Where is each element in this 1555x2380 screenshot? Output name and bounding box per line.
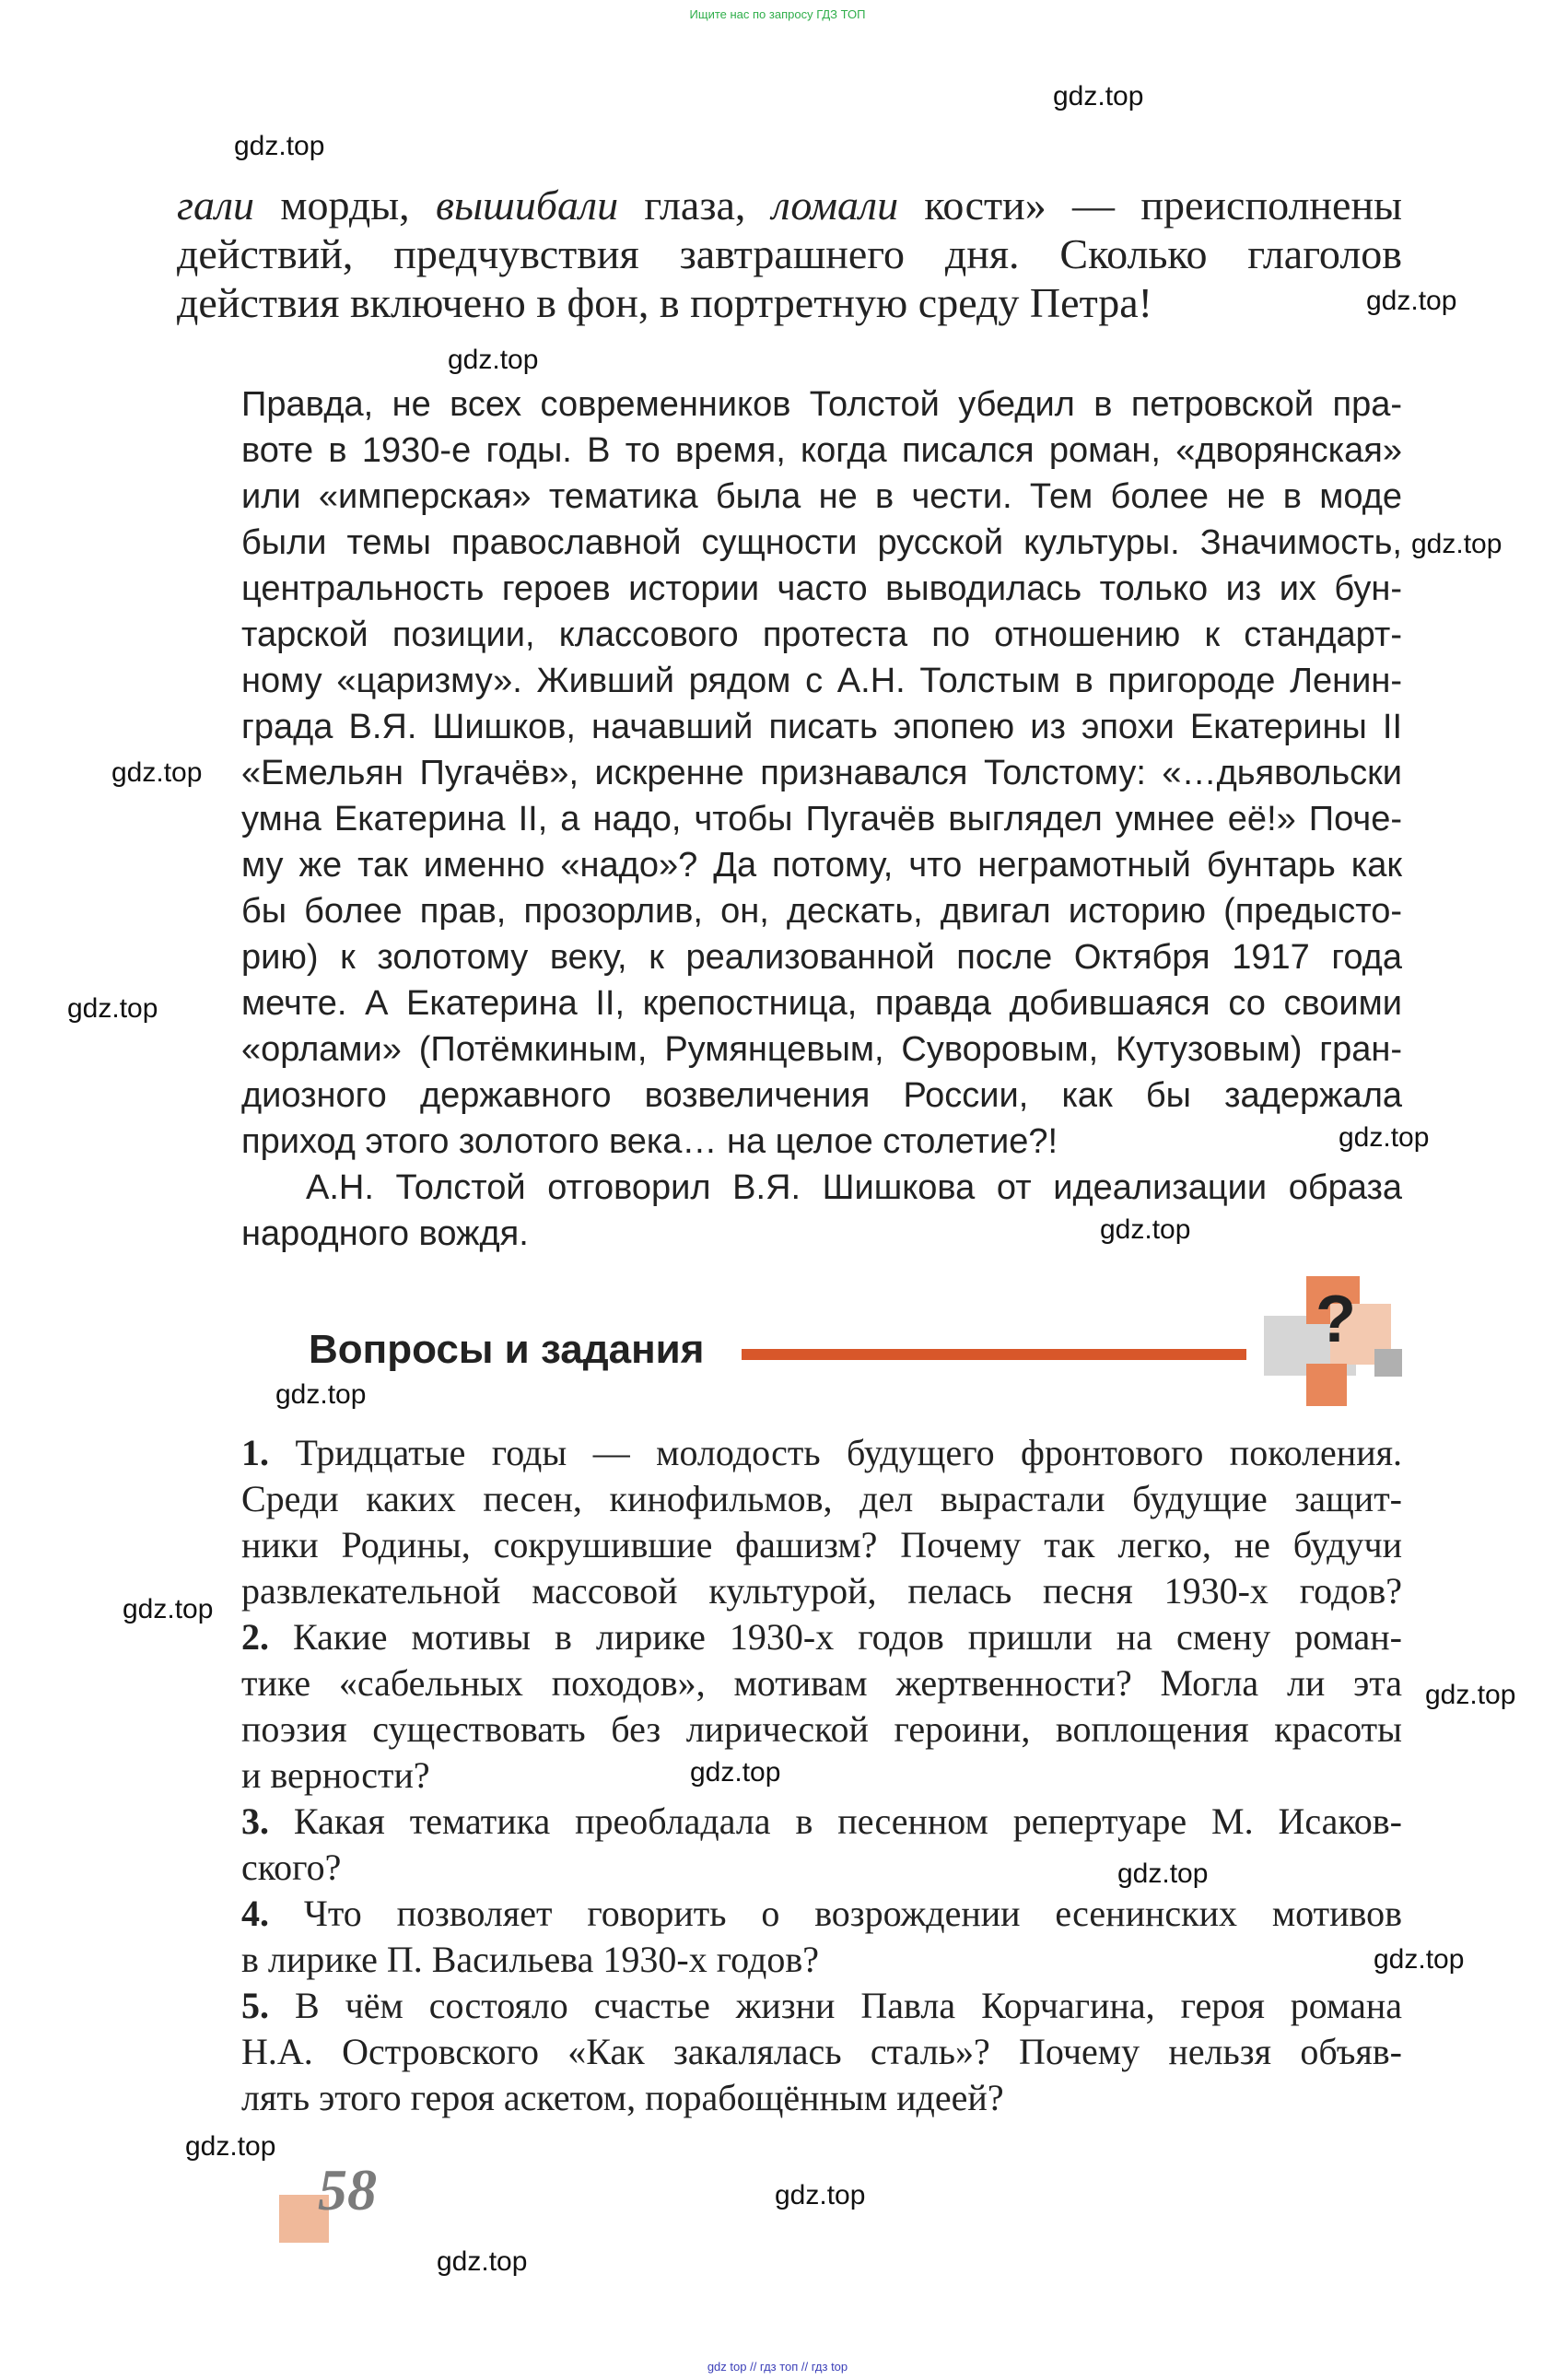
page-number: 58 bbox=[318, 2157, 377, 2222]
essay-line: мечте. А Екатерина II, крепостница, правда добившаяся со своими bbox=[241, 984, 1402, 1023]
essay-line: «орлами» (Потёмкиным, Румянцевым, Суворовым, Кутузовым) гран- bbox=[241, 1030, 1402, 1069]
question-line: тике «сабельных походов», мотивам жертвенности? Могла ли эта bbox=[241, 1662, 1402, 1704]
essay-line: или «имперская» тематика была не в чести. Тем более не в моде bbox=[241, 477, 1402, 516]
watermark: gdz.top bbox=[1117, 1858, 1209, 1889]
watermark: gdz.top bbox=[111, 757, 203, 788]
question-line: ского? bbox=[241, 1847, 342, 1888]
question-line: поэзия существовать без лирической героини, воплощения красоты bbox=[241, 1708, 1402, 1750]
text-segment: глаза, bbox=[618, 182, 772, 229]
question-line: развлекательной массовой культурой, пелась песня 1930-х годов? bbox=[241, 1570, 1402, 1612]
question-line bbox=[241, 1983, 1402, 2029]
question-number: 3. bbox=[241, 1800, 269, 1842]
intro-line: действия включено в фон, в портретную среду Петра! bbox=[177, 279, 1152, 326]
section-title: Вопросы и задания bbox=[309, 1327, 705, 1372]
question-line: ники Родины, сокрушившие фашизм? Почему так легко, не будучи bbox=[241, 1524, 1402, 1565]
question-mark-icon: ? bbox=[1315, 1283, 1356, 1356]
question-text: Что позволяет говорить о возрождении есенинских мотивов bbox=[269, 1893, 1402, 1934]
top-banner: Ищите нас по запросу ГДЗ ТОП bbox=[689, 7, 866, 21]
watermark: gdz.top bbox=[1366, 286, 1457, 316]
essay-line: воте в 1930-е годы. В то время, когда писался роман, «дворянская» bbox=[241, 431, 1402, 470]
watermark: gdz.top bbox=[1053, 81, 1144, 111]
question-line bbox=[241, 1430, 1402, 1476]
essay-line: бы более прав, прозорлив, он, дескать, двигал историю (предысто- bbox=[241, 892, 1402, 931]
watermark: gdz.top bbox=[185, 2131, 276, 2162]
question-number: 4. bbox=[241, 1893, 269, 1934]
question-text: Какая тематика преобладала в песенном репертуаре М. Исаков- bbox=[269, 1800, 1402, 1842]
icon-orange-square bbox=[1306, 1364, 1347, 1406]
italic-word: ломали bbox=[771, 182, 899, 229]
question-number: 5. bbox=[241, 1985, 269, 2026]
watermark: gdz.top bbox=[234, 131, 325, 161]
question-number: 1. bbox=[241, 1432, 269, 1473]
essay-line: центральность героев истории часто выводилась только из их бун- bbox=[241, 569, 1402, 608]
essay-line: диозного державного возвеличения России, как бы задержала bbox=[241, 1076, 1402, 1115]
intro-line bbox=[177, 181, 1402, 229]
essay-block bbox=[241, 381, 1402, 1257]
question-line: Н.А. Островского «Как закалялась сталь»? Почему нельзя объяв- bbox=[241, 2031, 1402, 2072]
bottom-banner: gdz top // гдз топ // гдз top bbox=[707, 2360, 848, 2374]
essay-line: «Емельян Пугачёв», искренне признавался Толстому: «…дьявольски bbox=[241, 754, 1402, 792]
section-title-bar bbox=[742, 1349, 1246, 1360]
text-segment: кости» — преисполнены bbox=[898, 182, 1402, 229]
essay-line: Правда, не всех современников Толстой убедил в петровской пра- bbox=[241, 385, 1402, 424]
essay-line: приход этого золотого века… на целое столетие?! bbox=[241, 1122, 1058, 1161]
question-line bbox=[241, 1614, 1402, 1660]
icon-gray-square bbox=[1374, 1349, 1402, 1377]
watermark: gdz.top bbox=[67, 993, 158, 1024]
essay-line: тарской позиции, классового протеста по отношению к стандарт- bbox=[241, 616, 1402, 654]
watermark: gdz.top bbox=[690, 1757, 781, 1788]
watermark: gdz.top bbox=[275, 1379, 367, 1410]
watermark: gdz.top bbox=[437, 2246, 528, 2277]
text-segment: морды, bbox=[254, 182, 437, 229]
question-line: и верности? bbox=[241, 1754, 430, 1796]
essay-line: были темы православной сущности русской культуры. Значимость, bbox=[241, 523, 1402, 562]
watermark: gdz.top bbox=[1411, 529, 1502, 559]
watermark: gdz.top bbox=[1100, 1214, 1191, 1245]
italic-word: вышибали bbox=[436, 182, 619, 229]
question-text: Тридцатые годы — молодость будущего фронтового поколения. bbox=[269, 1432, 1402, 1473]
essay-line: ному «царизму». Живший рядом с А.Н. Толстым в пригороде Ленин- bbox=[241, 662, 1402, 700]
italic-word: гали bbox=[177, 182, 255, 229]
watermark: gdz.top bbox=[1425, 1680, 1516, 1710]
question-line: лять этого героя аскетом, порабощённым идеей? bbox=[241, 2077, 1004, 2118]
question-line bbox=[241, 1799, 1402, 1845]
intro-paragraph bbox=[177, 181, 1402, 327]
watermark: gdz.top bbox=[775, 2180, 866, 2210]
question-text: Какие мотивы в лирике 1930-х годов пришли на смену роман- bbox=[269, 1616, 1402, 1658]
question-number: 2. bbox=[241, 1616, 269, 1658]
watermark: gdz.top bbox=[1374, 1944, 1465, 1975]
questions-list bbox=[241, 1430, 1402, 2121]
question-line bbox=[241, 1891, 1402, 1937]
question-line: Среди каких песен, кинофильмов, дел вырастали будущие защит- bbox=[241, 1478, 1402, 1519]
essay-line: града В.Я. Шишков, начавший писать эпопею из эпохи Екатерины II bbox=[241, 708, 1402, 746]
question-text: В чём состояло счастье жизни Павла Корчагина, героя романа bbox=[269, 1985, 1402, 2026]
essay-line: народного вождя. bbox=[241, 1214, 529, 1253]
essay-line: му же так именно «надо»? Да потому, что неграмотный бунтарь как bbox=[241, 846, 1402, 885]
watermark: gdz.top bbox=[448, 345, 539, 375]
essay-line: рию) к золотому веку, к реализованной после Октября 1917 года bbox=[241, 938, 1402, 977]
intro-line: действий, предчувствия завтрашнего дня. Сколько глаголов bbox=[177, 230, 1402, 277]
essay-line: А.Н. Толстой отговорил В.Я. Шишкова от идеализации образа bbox=[306, 1168, 1402, 1207]
watermark: gdz.top bbox=[123, 1594, 214, 1624]
watermark: gdz.top bbox=[1339, 1122, 1430, 1153]
essay-line: умна Екатерина II, а надо, чтобы Пугачёв выглядел умнее её!» Поче- bbox=[241, 800, 1402, 838]
question-line: в лирике П. Васильева 1930-х годов? bbox=[241, 1939, 819, 1980]
